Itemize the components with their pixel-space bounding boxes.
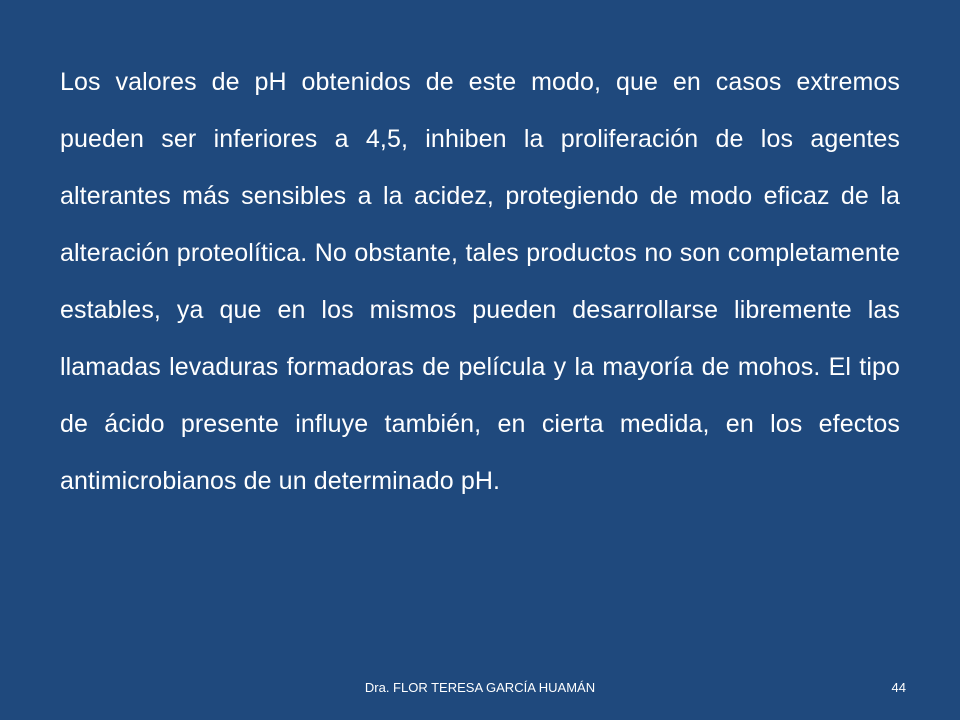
footer-author: Dra. FLOR TERESA GARCÍA HUAMÁN [364, 680, 596, 695]
slide-page-number: 44 [891, 680, 906, 695]
slide-body-text: Los valores de pH obtenidos de este modo, que en casos extremos pueden ser inferiores a 4,5, inhiben la proliferación de los agentes alterantes más sensibles a la acidez, protegiendo de modo eficaz de la alteración proteolítica. No obstante, tales productos no son completamente estables, ya que en los mismos pueden desarrollarse libremente las llamadas levaduras formadoras de película y la mayoría de mohos. El tipo de ácido presente influye también, en cierta medida, en los efectos antimicrobianos de un determinado pH. [60, 68, 900, 495]
